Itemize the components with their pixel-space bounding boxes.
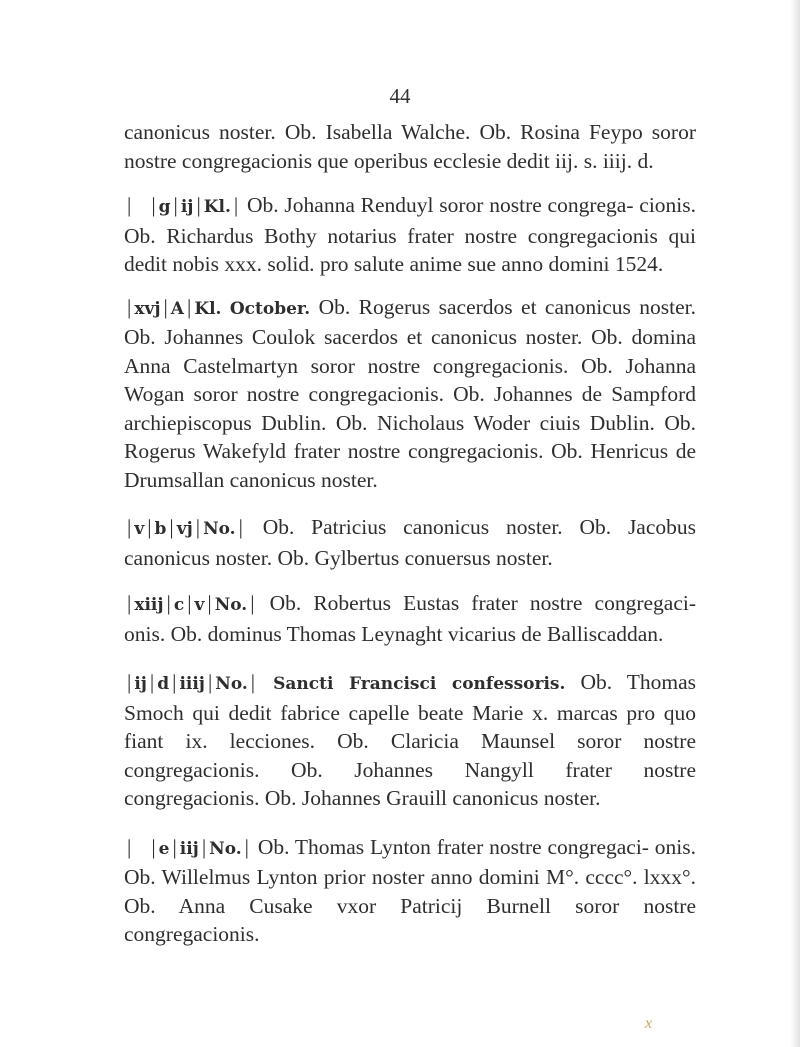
golden-number: v bbox=[134, 519, 145, 539]
month-heading: October. bbox=[229, 298, 311, 319]
dominical-letter: b bbox=[154, 519, 167, 539]
golden-number: xvj bbox=[134, 298, 161, 319]
reckoning-term: No. bbox=[215, 674, 248, 694]
paragraph-continuation bbox=[124, 118, 696, 175]
entry-text: Ob. Thomas Smoch qui dedit fabrice capelle beate Marie x. marcas pro quo fiant ix. lecciones. Ob. Claricia Maunsel soror nostre congregacionis. Ob. Johannes Nangyll frater nostre congregacionis. Ob. Johannes Grauill canonicus noster. bbox=[124, 670, 697, 810]
golden-number: ij bbox=[134, 674, 147, 694]
calendar-entry: | | g | ij | Kl. | Ob. Johanna Renduyl soror nostre congrega- cionis. Ob. Richardus Bothy notarius frater nostre congregacionis qui dedit nobis xxx. solid. pro salute anime sue anno domini 1524. bbox=[124, 193, 697, 276]
dominical-letter: c bbox=[173, 595, 185, 615]
page-edge-shadow bbox=[790, 0, 800, 1047]
reckoning-term: Kl. bbox=[203, 197, 231, 217]
reckoning-term: No. bbox=[214, 595, 248, 615]
golden-number: xiij bbox=[134, 595, 164, 615]
day-count: iij bbox=[179, 838, 199, 859]
feast-name: Sancti Francisci confessoris. bbox=[273, 674, 566, 694]
calendar-entry: | xiij | c | v | No. | Ob. Robertus Eustas frater nostre congregaci- onis. Ob. dominus Thomas Leynaght vicarius de Balliscaddan. bbox=[124, 591, 697, 646]
obituary-entries bbox=[124, 118, 696, 949]
entry-text: Ob. Rogerus sacerdos et canonicus noster. Ob. Johannes Coulok sacerdos et canonicus noster. Ob. domina Anna Castelmartyn soror nostre congregacionis. Ob. Johanna Wogan soror nostre congregacionis. Ob. Johannes de Sampford archiepiscopus Dublin. Ob. Nicholaus Woder ciuis Dublin. Ob. Rogerus Wakefyld frater nostre congregacionis. Ob. Henricus de Drumsallan canonicus noster. bbox=[124, 294, 696, 492]
day-count: vj bbox=[176, 519, 193, 539]
day-count: iiij bbox=[179, 674, 205, 694]
dominical-letter: A bbox=[170, 298, 184, 319]
entry-text: Ob. Thomas Lynton frater nostre congregaci- onis. Ob. Willelmus Lynton prior noster anno domini M°. cccc°. lxxx°. Ob. Anna Cusake vxor Patricij Burnell soror nostre congregacionis. bbox=[124, 834, 697, 946]
stray-mark: x bbox=[645, 1015, 653, 1032]
entry-text: Ob. Patricius canonicus noster. Ob. Jacobus canonicus noster. Ob. Gylbertus conuersus noster. bbox=[124, 515, 697, 570]
dominical-letter: e bbox=[158, 838, 170, 859]
calendar-entry: | v | b | vj | No. | Ob. Patricius canonicus noster. Ob. Jacobus canonicus noster. Ob. Gylbertus conuersus noster. bbox=[124, 515, 697, 570]
entry-text: Ob. Robertus Eustas frater nostre congregaci- onis. Ob. dominus Thomas Leynaght vicarius de Balliscaddan. bbox=[124, 591, 697, 646]
day-count: ij bbox=[180, 197, 194, 217]
reckoning-term: No. bbox=[209, 838, 242, 859]
dominical-letter: g bbox=[158, 197, 171, 217]
page-number: 44 bbox=[389, 84, 411, 108]
calendar-entry: | ij | d | iiij | No. | Sancti Francisci confessoris. Ob. Thomas Smoch qui dedit fabrice capelle beate Marie x. marcas pro quo fiant ix. lecciones. Ob. Claricia Maunsel soror nostre congregacionis. Ob. Johannes Nangyll frater nostre congregacionis. Ob. Johannes Grauill canonicus noster. bbox=[124, 670, 697, 810]
reckoning-term: Kl. bbox=[194, 298, 222, 319]
paragraph-text: canonicus noster. Ob. Isabella Walche. Ob. Rosina Feypo soror nostre congregacionis que operibus ecclesie dedit iij. s. iiij. d. bbox=[124, 120, 696, 173]
reckoning-term: No. bbox=[203, 519, 236, 539]
dominical-letter: d bbox=[157, 674, 170, 694]
calendar-entry: | xvj | A | Kl. October. Ob. Rogerus sacerdos et canonicus noster. Ob. Johannes Coulok sacerdos et canonicus noster. Ob. domina Anna Castelmartyn soror nostre congregacionis. Ob. Johanna Wogan soror nostre congregacionis. Ob. Johannes de Sampford archiepiscopus Dublin. Ob. Nicholaus Woder ciuis Dublin. Ob. Rogerus Wakefyld frater nostre congregacionis. Ob. Henricus de Drumsallan canonicus noster. bbox=[124, 294, 696, 492]
day-count: v bbox=[194, 595, 205, 615]
entry-text: Ob. Johanna Renduyl soror nostre congrega- cionis. Ob. Richardus Bothy notarius frater nostre congregacionis qui dedit nobis xxx. solid. pro salute anime sue anno domini 1524. bbox=[124, 193, 697, 276]
calendar-entry: | | e | iij | No. | Ob. Thomas Lynton frater nostre congregaci- onis. Ob. Willelmus Lynton prior noster anno domini M°. cccc°. lxxx°. Ob. Anna Cusake vxor Patricij Burnell soror nostre congregacionis. bbox=[124, 834, 697, 946]
